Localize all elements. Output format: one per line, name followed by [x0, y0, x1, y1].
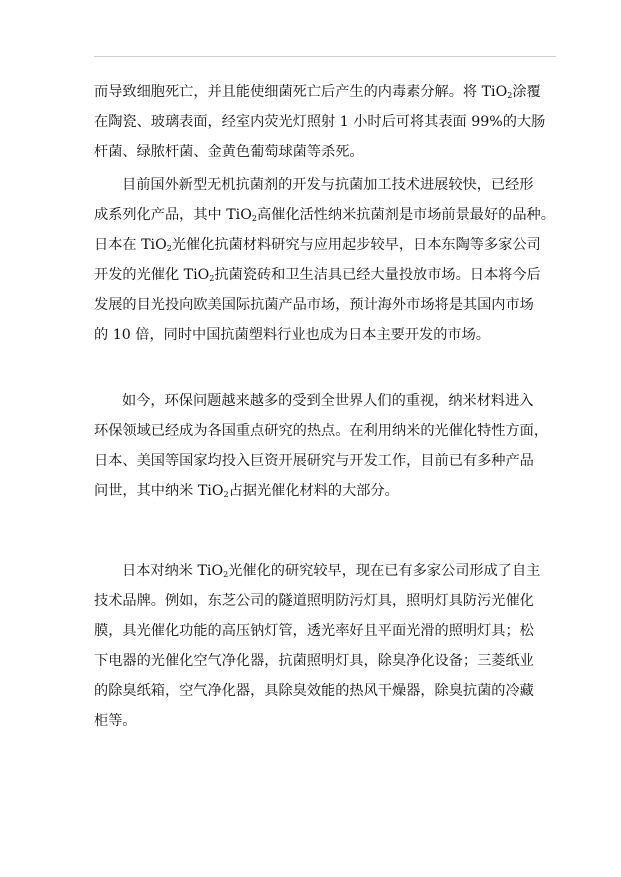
text-run: 涂覆: [512, 84, 541, 100]
paragraph-1: [94, 77, 556, 167]
paragraph-line: [94, 230, 556, 260]
document-body: [94, 77, 556, 736]
paragraph-line: 杆菌、绿脓杆菌、金黄色葡萄球菌等杀死。: [94, 144, 364, 160]
subscript: 2: [223, 570, 229, 579]
paragraph-line: 技术品牌。例如，东芝公司的隧道照明防污灯具，照明灯具防污光催化: [94, 593, 534, 609]
subscript: 2: [507, 91, 513, 100]
text-run: 日本对纳米 TiO: [122, 563, 224, 579]
paragraph-3: [94, 386, 556, 506]
text-run: 开发的光催化 TiO: [94, 267, 210, 283]
paragraph-line: 日本、美国等国家均投入巨资开展研究与开发工作，目前已有多种产品: [94, 453, 534, 469]
section-heading: [94, 353, 556, 383]
text-run: 问世，其中纳米 TiO: [94, 483, 224, 499]
text-run: 占据光催化材料的大部分。: [228, 483, 399, 499]
subscript: 2: [166, 244, 172, 253]
paragraph-line: 发展的目光投向欧美国际抗菌产品市场，预计海外市场将是其国内市场: [94, 297, 534, 313]
paragraph-line: [94, 476, 556, 506]
paragraph-line: 下电器的光催化空气净化器，抗菌照明灯具，除臭净化设备；三菱纸业: [94, 653, 534, 669]
paragraph-4: [94, 556, 556, 736]
paragraph-line: 柜等。: [94, 713, 137, 729]
text-run: 光催化的研究较早，现在已有多家公司形成了自主: [228, 563, 541, 579]
subscript: 2: [223, 490, 229, 499]
paragraph-line: 如今，环保问题越来越多的受到全世界人们的重视，纳米材料进入: [122, 393, 534, 409]
text-run: 成系列化产品，其中 TiO: [94, 207, 252, 223]
paragraph-line: 目前国外新型无机抗菌剂的开发与抗菌加工技术进展较快，已经形: [122, 177, 534, 193]
text-run: 日本在 TiO: [94, 237, 167, 253]
subscript: 2: [251, 214, 257, 223]
paragraph-line: 的除臭纸箱，空气净化器，具除臭效能的热风干燥器，除臭抗菌的冷藏: [94, 683, 534, 699]
paragraph-line: [94, 556, 556, 586]
text-run: 光催化抗菌材料研究与应用起步较早，日本东陶等多家公司: [171, 237, 541, 253]
text-run: 高催化活性纳米抗菌剂是市场前景最好的品种。: [256, 207, 555, 223]
paragraph-line: 在陶瓷、玻璃表面，经室内荧光灯照射 1 小时后可将其表面 99%的大肠: [94, 114, 546, 130]
subsection-heading: [94, 509, 556, 539]
paragraph-line: [94, 200, 556, 230]
paragraph-line: 环保领域已经成为各国重点研究的热点。在利用纳米的光催化特性方面，: [94, 423, 549, 439]
paragraph-line: 的 10 倍，同时中国抗菌塑料行业也成为日本主要开发的市场。: [94, 327, 490, 343]
text-run: 抗菌瓷砖和卫生洁具已经大量投放市场。日本将今后: [214, 267, 541, 283]
text-run: 而导致细胞死亡，并且能使细菌死亡后产生的内毒素分解。将 TiO: [94, 84, 508, 100]
paragraph-2: [94, 170, 556, 350]
subscript: 2: [209, 274, 215, 283]
header-rule: [94, 56, 556, 57]
paragraph-line: 膜，具光催化功能的高压钠灯管，透光率好且平面光滑的照明灯具；松: [94, 623, 534, 639]
paragraph-line: [94, 260, 556, 290]
paragraph-line: [94, 77, 556, 107]
